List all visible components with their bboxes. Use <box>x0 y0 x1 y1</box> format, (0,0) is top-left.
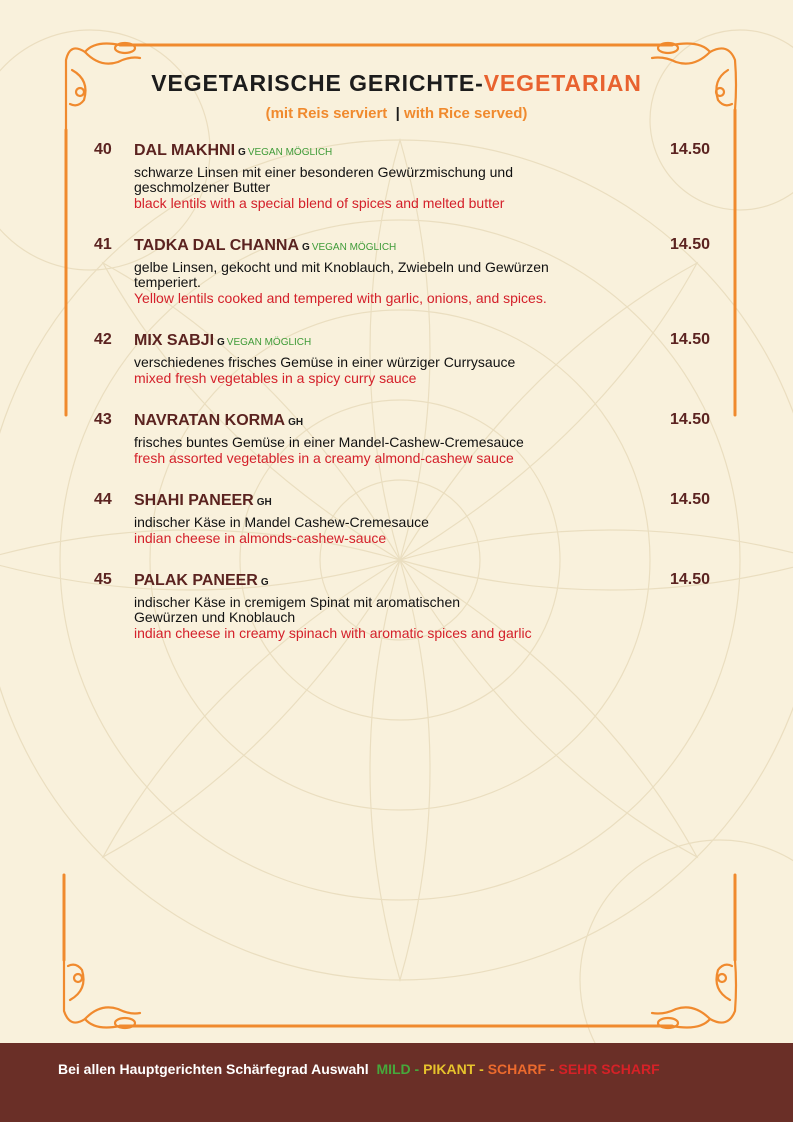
menu-item <box>94 411 714 466</box>
subtitle-en: with Rice served) <box>404 105 528 122</box>
allergen-tag: G <box>302 242 310 253</box>
item-description-de: verschiedenes frisches Gemüse in einer würziger Currysauce <box>134 354 516 370</box>
item-name: DAL MAKHNI <box>134 142 236 159</box>
menu-item <box>94 331 714 386</box>
vegan-tag: VEGAN MÖGLICH <box>226 337 312 348</box>
allergen-tag: G <box>238 147 246 158</box>
spice-level-footer <box>0 1043 793 1122</box>
allergen-tag: GH <box>288 417 304 428</box>
level-separator: - <box>410 1061 424 1077</box>
item-heading <box>134 491 714 512</box>
footer-text <box>58 1061 660 1077</box>
item-description-en: Yellow lentils cooked and tempered with garlic, onions, and spices. <box>134 290 547 306</box>
spice-level-pikant: PIKANT <box>423 1061 476 1077</box>
item-heading <box>134 571 714 592</box>
item-price: 14.50 <box>669 491 710 508</box>
subtitle-de: (mit Reis serviert <box>265 105 388 122</box>
allergen-tag: G <box>260 577 269 588</box>
item-description-de: schwarze Linsen mit einer besonderen Gewürzmischung und geschmolzener Butter <box>134 164 513 195</box>
menu-item <box>94 236 714 306</box>
item-price: 14.50 <box>669 141 710 158</box>
menu-item <box>94 141 714 211</box>
item-description-en: indian cheese in almonds-cashew-sauce <box>134 530 387 546</box>
footer-label: Bei allen Hauptgerichten Schärfegrad Auswahl <box>58 1061 369 1077</box>
item-price: 14.50 <box>669 571 710 588</box>
menu-item <box>94 571 714 641</box>
item-heading <box>134 236 714 257</box>
item-price: 14.50 <box>669 411 710 428</box>
item-number: 41 <box>94 236 112 253</box>
menu-item <box>94 491 714 546</box>
item-description-en: indian cheese in creamy spinach with aromatic spices and garlic <box>134 625 532 641</box>
subtitle-separator: | <box>395 105 400 122</box>
level-separator: - <box>475 1061 488 1077</box>
spice-level-sehr-scharf: SEHR SCHARF <box>558 1061 660 1077</box>
spice-level-scharf: SCHARF <box>487 1061 547 1077</box>
item-number: 45 <box>94 571 112 588</box>
item-price: 14.50 <box>669 331 710 348</box>
item-number: 42 <box>94 331 112 348</box>
item-name: SHAHI PANEER <box>134 492 254 509</box>
item-name: PALAK PANEER <box>134 572 258 589</box>
title-main: VEGETARISCHE GERICHTE- <box>151 70 484 96</box>
item-description-en: mixed fresh vegetables in a spicy curry sauce <box>134 370 417 386</box>
item-name: TADKA DAL CHANNA <box>134 237 300 254</box>
item-description-en: black lentils with a special blend of spices and melted butter <box>134 195 505 211</box>
level-separator: - <box>546 1061 559 1077</box>
item-description-de: indischer Käse in Mandel Cashew-Cremesauce <box>134 514 429 530</box>
title-accent: VEGETARIAN <box>483 70 642 96</box>
item-number: 40 <box>94 141 112 158</box>
page-subtitle <box>0 105 793 122</box>
allergen-tag: G <box>217 337 225 348</box>
allergen-tag: GH <box>256 497 272 508</box>
item-number: 43 <box>94 411 112 428</box>
item-name: NAVRATAN KORMA <box>134 412 286 429</box>
item-description-de: indischer Käse in cremigem Spinat mit aromatischen Gewürzen und Knoblauch <box>134 594 461 625</box>
spice-level-mild: MILD <box>376 1061 411 1077</box>
item-price: 14.50 <box>669 236 710 253</box>
item-description-en: fresh assorted vegetables in a creamy almond-cashew sauce <box>134 450 514 466</box>
item-description-de: gelbe Linsen, gekocht und mit Knoblauch, Zwiebeln und Gewürzen temperiert. <box>134 259 549 290</box>
item-name: MIX SABJI <box>134 332 215 349</box>
item-heading <box>134 141 714 162</box>
item-number: 44 <box>94 491 112 508</box>
item-heading <box>134 331 714 352</box>
vegan-tag: VEGAN MÖGLICH <box>247 147 333 158</box>
page-title <box>0 70 793 97</box>
vegan-tag: VEGAN MÖGLICH <box>311 242 397 253</box>
item-heading <box>134 411 714 432</box>
item-description-de: frisches buntes Gemüse in einer Mandel-Cashew-Cremesauce <box>134 434 524 450</box>
